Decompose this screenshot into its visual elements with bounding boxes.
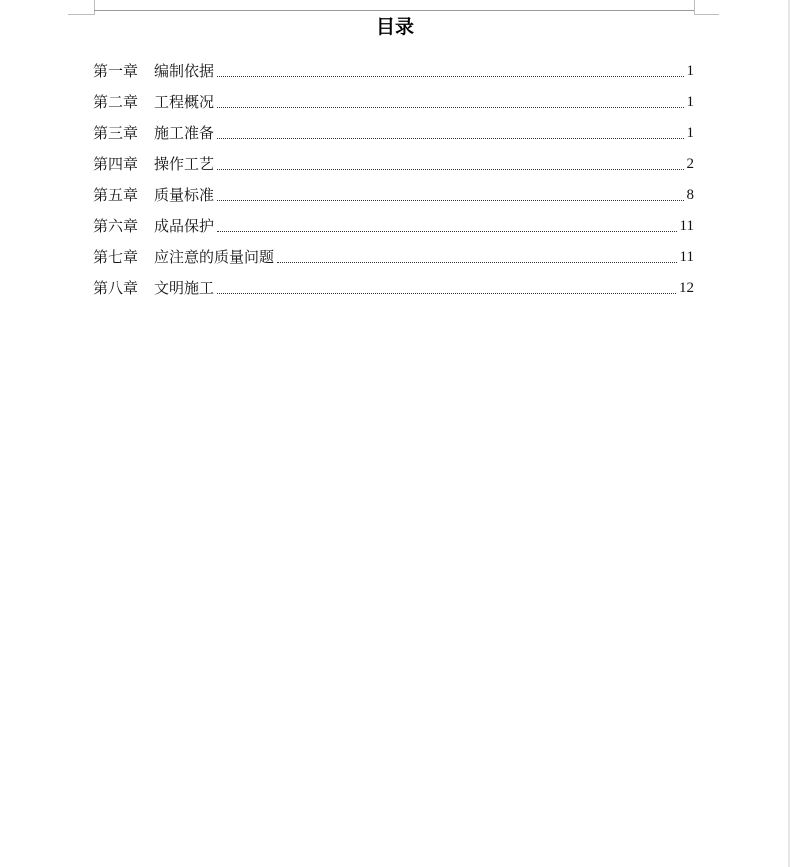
- toc-dot-leader: [217, 168, 683, 170]
- toc-heading: 质量标准: [154, 186, 215, 204]
- toc-heading: 操作工艺: [154, 155, 215, 173]
- toc-page-number: 2: [686, 156, 694, 172]
- toc-entry-7[interactable]: [93, 237, 694, 268]
- toc-title: 目录: [375, 16, 414, 38]
- toc-dot-leader: [217, 292, 676, 294]
- toc-page-number: 1: [686, 125, 694, 141]
- toc-entry-3[interactable]: [93, 113, 694, 144]
- toc-chapter-number: 第七章: [93, 248, 139, 266]
- toc-entry-8[interactable]: [93, 268, 694, 299]
- toc-heading: 文明施工: [154, 279, 215, 297]
- toc-heading: 施工准备: [154, 124, 215, 142]
- toc-page-number: 1: [686, 94, 694, 110]
- toc-entry-1[interactable]: [93, 51, 694, 82]
- toc-heading: 工程概况: [154, 93, 215, 111]
- toc-page-number: 11: [679, 249, 694, 265]
- toc-dot-leader: [217, 137, 683, 139]
- toc-chapter-number: 第一章: [93, 62, 139, 80]
- toc-heading: 应注意的质量问题: [154, 248, 275, 266]
- toc-chapter-number: 第四章: [93, 155, 139, 173]
- toc-dot-leader: [217, 106, 683, 108]
- toc-entry-6[interactable]: [93, 206, 694, 237]
- toc-dot-leader: [217, 230, 677, 232]
- toc-heading: 成品保护: [154, 217, 215, 235]
- toc-dot-leader: [217, 199, 683, 201]
- toc-chapter-number: 第二章: [93, 93, 139, 111]
- table-of-contents: [93, 51, 694, 299]
- toc-chapter-number: 第六章: [93, 217, 139, 235]
- toc-entry-4[interactable]: [93, 144, 694, 175]
- toc-dot-leader: [277, 261, 677, 263]
- toc-chapter-number: 第五章: [93, 186, 139, 204]
- toc-heading: 编制依据: [154, 62, 215, 80]
- toc-dot-leader: [217, 75, 683, 77]
- header-rule: [94, 10, 694, 11]
- toc-page-number: 1: [686, 63, 694, 79]
- toc-entry-2[interactable]: [93, 82, 694, 113]
- toc-chapter-number: 第三章: [93, 124, 139, 142]
- toc-page-number: 8: [686, 187, 694, 203]
- toc-chapter-number: 第八章: [93, 279, 139, 297]
- toc-page-number: 12: [679, 280, 694, 296]
- toc-page-number: 11: [679, 218, 694, 234]
- toc-entry-5[interactable]: [93, 175, 694, 206]
